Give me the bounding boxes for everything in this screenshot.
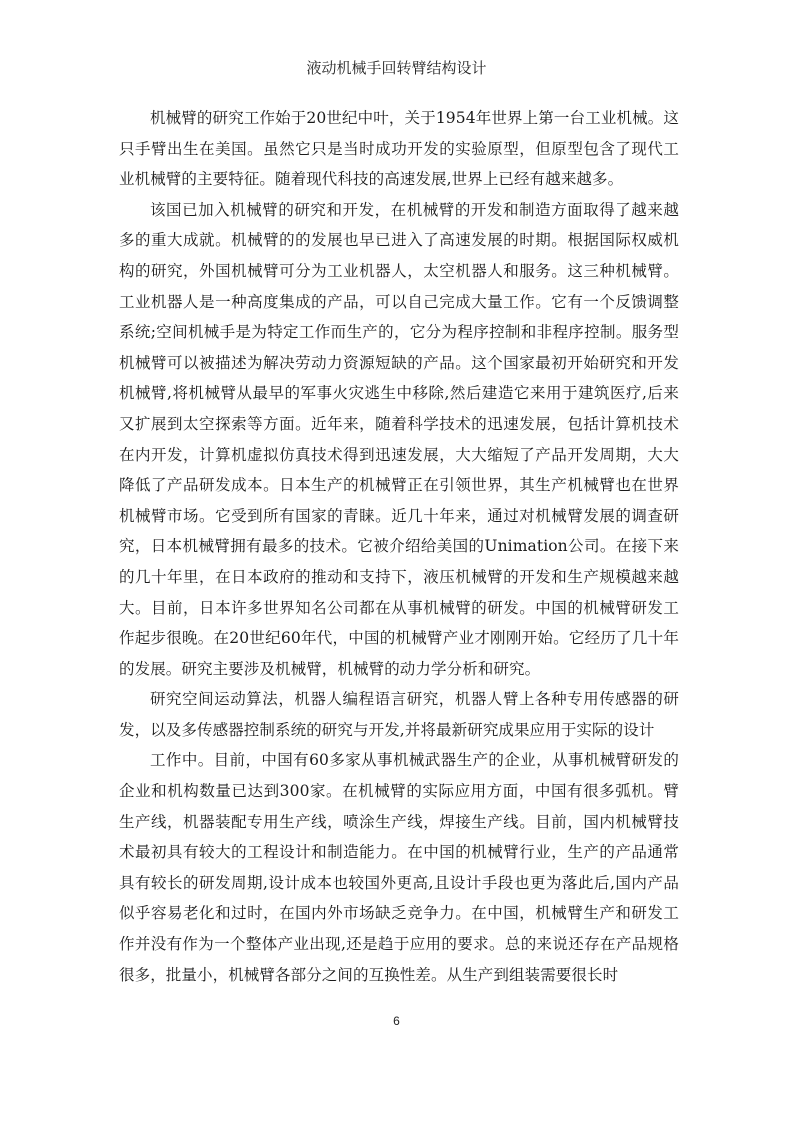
paragraph-industry: 工作中。目前，中国有60多家从事机械武器生产的企业，从事机械臂研发的企业和机构数量已达到300家。在机械臂的实际应用方面，中国有很多弧机。臂生产线，机器装配专用生产线，喷涂生产线，焊接生产线。目前，国内机械臂技术最初具有较大的工程设计和制造能力。在中国的机械臂行业，生产的产品通常具有较长的研发周期,设计成本也较国外更高,且设计手段也更为落此后,国内产品似乎容易老化和过时，在国内外市场缺乏竞争力。在中国，机械臂生产和研发工作并没有作为一个整体产业出现,还是趋于应用的要求。总的来说还存在产品规格很多，批量小，机械臂各部分之间的互换性差。从生产到组装需要很长时 [119, 751, 679, 984]
paragraph-development: 该国已加入机械臂的研究和开发，在机械臂的开发和制造方面取得了越来越多的重大成就。机械臂的的发展也早已进入了高速发展的时期。根据国际权威机构的研究，外国机械臂可分为工业机器人，太空机器人和服务。这三种机械臂。工业机器人是一种高度集成的产品，可以自己完成大量工作。它有一个反馈调整系统;空间机械手是为特定工作而生产的，它分为程序控制和非程序控制。服务型机械臂可以被描述为解决劳动力资源短缺的产品。这个国家最初开始研究和开发机械臂,将机械臂从最早的军事火灾逃生中移除,然后建造它来用于建筑医疗,后来又扩展到太空探索等方面。近年来，随着科学技术的迅速发展，包括计算机技术在内开发，计算机虚拟仿真技术得到迅速发展，大大缩短了产品开发周期，大大降低了产品研发成本。日本生产的机械臂正在引领世界，其生产机械臂也在世界机械臂市场。它受到所有国家的青睐。近几十年来，通过对机械臂发展的调查研究，日本机械臂拥有最多的技术。它被介绍给美国的Unimation公司。在接下来的几十年里，在日本政府的推动和支持下，液压机械臂的开发和生产规模越来越大。目前，日本许多世界知名公司都在从事机械臂的研发。中国的机械臂研发工作起步很晚。在20世纪60年代，中国的机械臂产业才刚刚开始。它经历了几十年的发展。研究主要涉及机械臂，机械臂的动力学分析和研究。 [119, 200, 679, 678]
paragraph-history: 机械臂的研究工作始于20世纪中叶，关于1954年世界上第一台工业机械。这只手臂出生在美国。虽然它只是当时成功开发的实验原型，但原型包含了现代工业机械臂的主要特征。随着现代科技的高速发展,世界上已经有越来越多。 [119, 109, 679, 189]
body-text [119, 103, 679, 990]
paragraph-research: 研究空间运动算法，机器人编程语言研究，机器人臂上各种专用传感器的研发，以及多传感器控制系统的研究与开发,并将最新研究成果应用于实际的设计 [119, 690, 679, 739]
page-number: 6 [393, 1014, 400, 1028]
page-header-title: 液动机械手回转臂结构设计 [306, 59, 487, 77]
